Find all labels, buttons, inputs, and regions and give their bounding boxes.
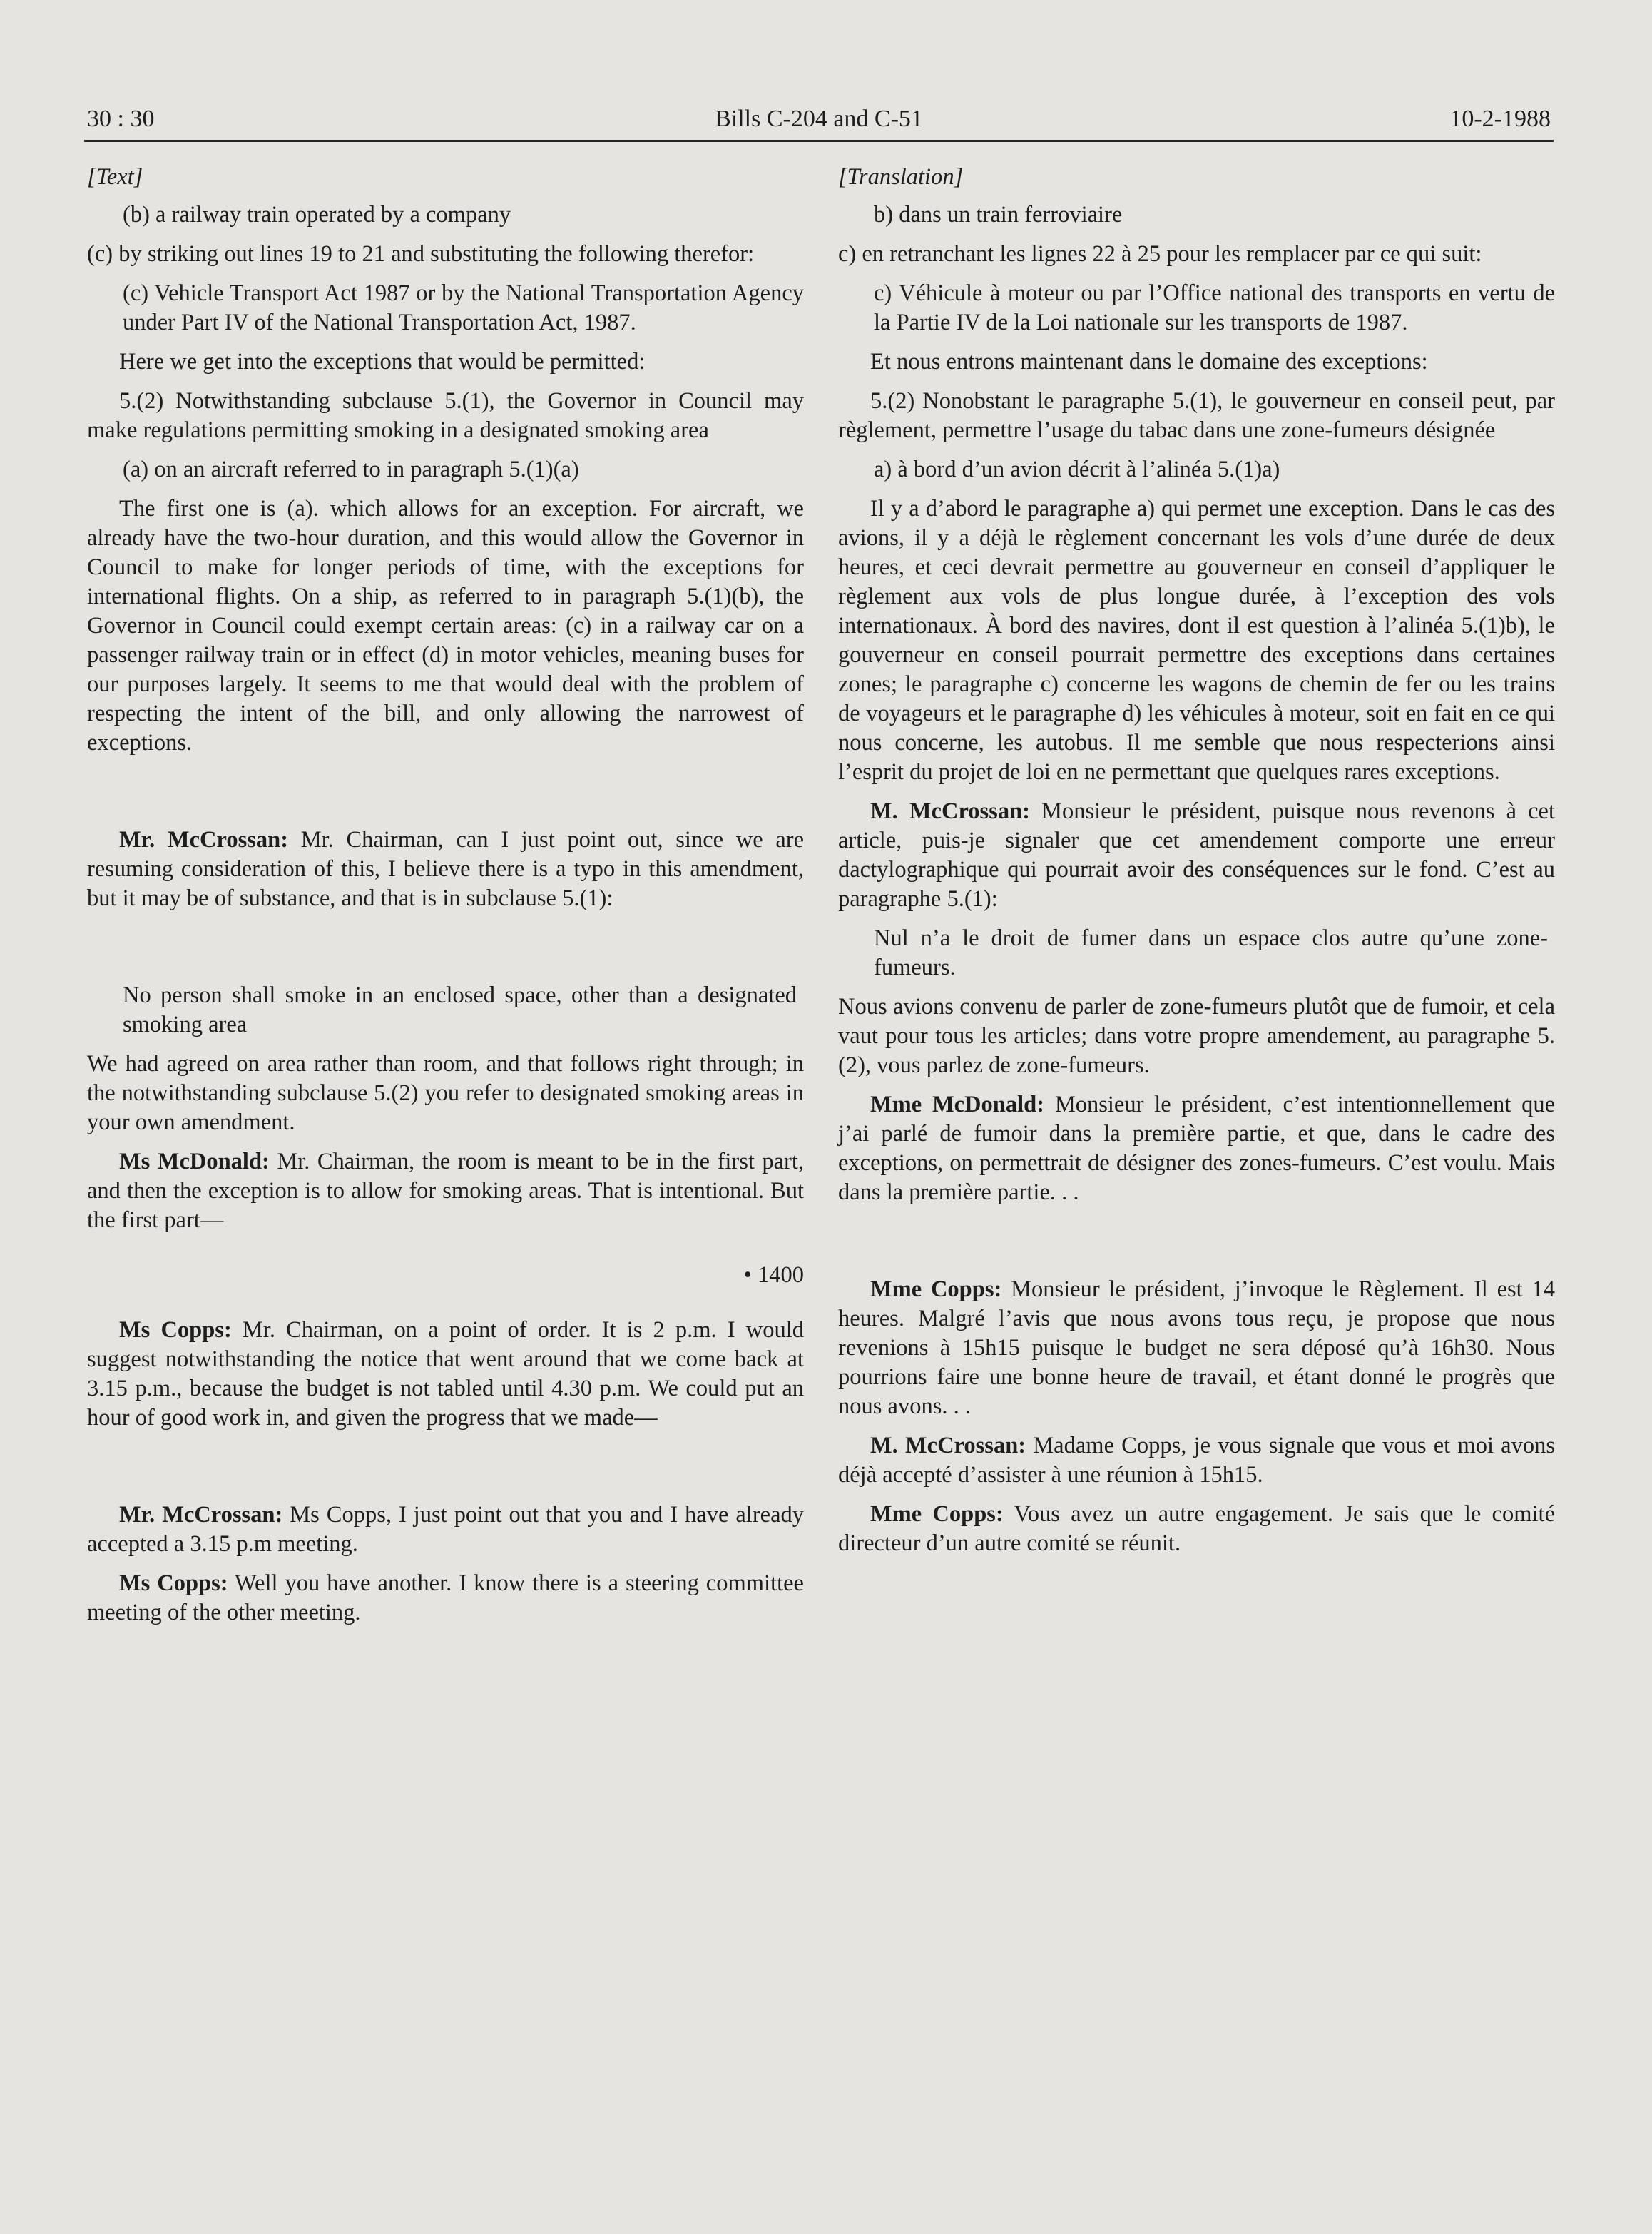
paragraph: The first one is (a). which allows for an exception. For aircraft, we already have the two-hour duration, and this would allow the Governor in Council to make for longer periods of time, with the exceptions for international flights. On a ship, as referred to in paragraph 5.(1)(b), the Governor in Council could exempt certain areas: (c) in a railway car on a passenger railway train or in effect (d) in motor vehicles, meaning buses for our purposes largely. It seems to me that would deal with the problem of respecting the intent of the bill, and only allowing the narrowest of exceptions. (87, 496, 804, 756)
speaker-name: Mr. McCrossan: (119, 1502, 283, 1528)
translation-label: [Translation] (838, 164, 964, 190)
paragraph: a) à bord d’un avion décrit à l’alinéa 5.(1)a) (874, 457, 1280, 482)
speech-text: Ms Copps, I just point out that you and I have already accepted a 3.15 p.m meeting. (87, 1502, 804, 1557)
page-date: 10-2-1988 (1449, 106, 1551, 132)
speech (87, 826, 804, 913)
french-column (838, 163, 1555, 1558)
speaker-name: Ms Copps: (119, 1570, 228, 1596)
paragraph: c) en retranchant les lignes 22 à 25 pour les remplacer par ce qui suit: (838, 241, 1482, 267)
english-column (87, 163, 804, 1628)
speech (87, 1569, 804, 1628)
speech-text: Mr. Chairman, the room is meant to be in the first part, and then the exception is to allow for smoking areas. That is intentional. But the first part— (87, 1149, 804, 1233)
speech (838, 1500, 1555, 1558)
speech (87, 1147, 804, 1235)
text-label: [Text] (87, 164, 143, 190)
speech-text: Monsieur le président, c’est intentionnellement que j’ai parlé de fumoir dans la première partie, et que, dans le cadre des exceptions, on permettrait de désigner des zones-fumeurs. C’est voulu. Mais dans la première partie. . . (838, 1092, 1556, 1205)
paragraph: (a) on an aircraft referred to in paragraph 5.(1)(a) (123, 457, 579, 482)
speaker-name: Mr. McCrossan: (119, 827, 289, 853)
page-header (84, 100, 1554, 142)
paragraph: Et nous entrons maintenant dans le domaine des exceptions: (870, 349, 1428, 375)
speech-text: Well you have another. I know there is a steering committee meeting of the other meeting. (87, 1570, 804, 1625)
paragraph: (c) Vehicle Transport Act 1987 or by the National Transportation Agency under Part IV of the National Transportation Act, 1987. (123, 280, 804, 335)
speaker-name: M. McCrossan: (870, 798, 1030, 824)
paragraph: b) dans un train ferroviaire (874, 202, 1123, 228)
speech (838, 1431, 1555, 1490)
paragraph: We had agreed on area rather than room, and that follows right through; in the notwithstanding subclause 5.(2) you refer to designated smoking areas in your own amendment. (87, 1051, 804, 1135)
speech (87, 1501, 804, 1559)
paragraph: Nous avions convenu de parler de zone-fumeurs plutôt que de fumoir, et cela vaut pour tous les articles; dans votre propre amendement, au paragraphe 5.(2), vous parlez de zone-fumeurs. (838, 994, 1555, 1078)
speaker-name: M. McCrossan: (870, 1433, 1026, 1458)
speech-text: Mr. Chairman, on a point of order. It is 2 p.m. I would suggest notwithstanding the notice that went around that we come back at 3.15 p.m., because the budget is not tabled until 4.30 p.m. We could put an hour of good work in, and given the progress that we made— (87, 1317, 804, 1431)
speech-text: Vous avez un autre engagement. Je sais que le comité directeur d’un autre comité se réunit. (838, 1501, 1555, 1556)
speaker-name: Mme Copps: (870, 1276, 1002, 1302)
speaker-name: Ms Copps: (119, 1317, 232, 1343)
paragraph: Il y a d’abord le paragraphe a) qui permet une exception. Dans le cas des avions, il y a déjà le règlement concernant les vols d’une durée de deux heures, et ceci devrait permettre au gouverneur en conseil d’appliquer le règlement aux vols de plus longue durée, à l’exception des vols internationaux. À bord des navires, dont il est question à l’alinéa 5.(1)b), le gouverneur en conseil pourrait permettre des exceptions dans certaines zones; le paragraphe c) concerne les wagons de chemin de fer ou les trains de voyageurs et le paragraphe d) les véhicules à moteur, soit en fait en ce qui nous concerne, les autobus. Il me semble que nous respecterions ainsi l’esprit du projet de loi en ne permettant que quelques rares exceptions. (838, 496, 1555, 785)
speech-text: Mr. Chairman, can I just point out, since we are resuming consideration of this, I believe there is a typo in this amendment, but it may be of substance, and that is in subclause 5.(1): (87, 827, 805, 911)
paragraph: Here we get into the exceptions that would be permitted: (119, 349, 646, 375)
speech-text: Monsieur le président, puisque nous revenons à cet article, puis-je signaler que cet amendement comporte une erreur dactylographique qui pourrait avoir des conséquences sur le fond. C’est au paragraphe 5.(1): (838, 798, 1555, 912)
paragraph: c) Véhicule à moteur ou par l’Office national des transports en vertu de la Partie IV de la Loi nationale sur les transports de 1987. (874, 280, 1555, 335)
speech (838, 797, 1555, 914)
speech (87, 1316, 804, 1433)
speaker-name: Mme McDonald: (870, 1092, 1045, 1117)
speech-text: Monsieur le président, j’invoque le Règlement. Il est 14 heures. Malgré l’avis que nous avons tous reçu, je propose que nous revenions à 15h15 puisque le budget ne sera déposé qu’à 16h30. Nous pourrions faire une bonne heure de travail, et étant donné le progrès que nous avons. . . (838, 1276, 1555, 1419)
paragraph: (c) by striking out lines 19 to 21 and substituting the following therefor: (87, 241, 755, 267)
paragraph: 5.(2) Nonobstant le paragraphe 5.(1), le gouverneur en conseil peut, par règlement, permettre l’usage du tabac dans une zone-fumeurs désignée (838, 388, 1555, 443)
speaker-name: Mme Copps: (870, 1501, 1004, 1527)
speech (838, 1275, 1555, 1421)
time-marker: • 1400 (743, 1262, 804, 1288)
paragraph: (b) a railway train operated by a company (123, 202, 511, 228)
page-number: 30 : 30 (87, 106, 155, 132)
quote: No person shall smoke in an enclosed space, other than a designated smoking area (123, 983, 797, 1037)
paragraph: 5.(2) Notwithstanding subclause 5.(1), the Governor in Council may make regulations permitting smoking in a designated smoking area (87, 388, 804, 443)
quote: Nul n’a le droit de fumer dans un espace clos autre qu’une zone-fumeurs. (874, 925, 1548, 980)
speaker-name: Ms McDonald: (119, 1149, 270, 1174)
speech-text: Madame Copps, je vous signale que vous et moi avons déjà accepté d’assister à une réunion à 15h15. (838, 1433, 1555, 1488)
speech (838, 1090, 1555, 1207)
page-title: Bills C-204 and C-51 (715, 106, 923, 132)
